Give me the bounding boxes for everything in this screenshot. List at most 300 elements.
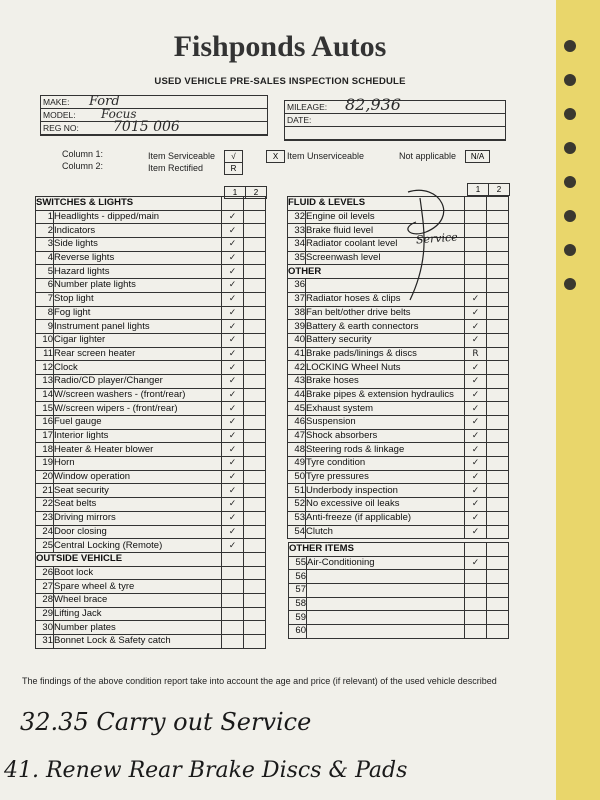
mileage-value: 82,936 [345, 95, 401, 114]
item-number: 36 [288, 279, 306, 293]
checklist-row [288, 470, 509, 484]
checklist-row [288, 388, 509, 402]
checklist-row [36, 251, 266, 265]
item-number: 31 [36, 635, 54, 649]
item-label: Spare wheel & tyre [54, 580, 222, 594]
item-label: Shock absorbers [306, 429, 465, 443]
column-2-mark [487, 556, 509, 570]
item-number: 2 [36, 224, 54, 238]
checklist-row [288, 374, 509, 388]
checklist-row [288, 320, 509, 334]
checklist-row [36, 607, 266, 621]
checklist-row [36, 621, 266, 635]
item-label [307, 584, 465, 598]
column-2-mark [244, 539, 266, 553]
item-number: 21 [36, 484, 54, 498]
date-label: DATE: [287, 115, 312, 125]
column-1-mark [465, 611, 487, 625]
column-1-mark [465, 625, 487, 639]
checklist-row [36, 470, 266, 484]
section-heading: FLUID & LEVELS [288, 197, 465, 211]
item-label: Door closing [54, 525, 222, 539]
item-number: 26 [36, 566, 54, 580]
column-1-mark: ✓ [222, 443, 244, 457]
column-2-mark [244, 484, 266, 498]
item-label: Headlights - dipped/main [54, 210, 222, 224]
item-number: 51 [288, 484, 306, 498]
column-1-mark: ✓ [465, 443, 487, 457]
item-label: Battery security [306, 333, 465, 347]
column-1-mark: ✓ [465, 511, 487, 525]
column-1-mark: ✓ [465, 429, 487, 443]
item-label: Instrument panel lights [54, 320, 222, 334]
item-label [307, 597, 465, 611]
item-number: 12 [36, 361, 54, 375]
reg-label: REG NO: [43, 123, 79, 133]
column-2-mark [487, 443, 509, 457]
item-label: Tyre condition [306, 457, 465, 471]
item-label: Brake pipes & extension hydraulics [306, 388, 465, 402]
checklist-row [288, 402, 509, 416]
item-label: LOCKING Wheel Nuts [306, 361, 465, 375]
column-1-mark: ✓ [465, 498, 487, 512]
checklist-row [36, 593, 266, 607]
model-label: MODEL: [43, 110, 76, 120]
column-2-mark [244, 470, 266, 484]
right-col2-header: 2 [488, 183, 510, 196]
column-2-mark [244, 197, 266, 211]
column-1-mark: ✓ [222, 292, 244, 306]
column-1-mark: ✓ [465, 374, 487, 388]
column-2-mark [244, 224, 266, 238]
item-label: Radio/CD player/Changer [54, 374, 222, 388]
item-number: 60 [289, 625, 307, 639]
column-2-mark [244, 416, 266, 430]
item-label: Exhaust system [306, 402, 465, 416]
item-number: 50 [288, 470, 306, 484]
checklist-row [36, 539, 266, 553]
column-1-mark: ✓ [222, 484, 244, 498]
binder-hole [564, 244, 576, 256]
checklist-row [36, 224, 266, 238]
column-1-mark [222, 552, 244, 566]
column-1-mark: ✓ [465, 457, 487, 471]
column-1-mark: ✓ [222, 402, 244, 416]
checklist-row [36, 484, 266, 498]
column-1-mark: ✓ [465, 402, 487, 416]
item-number: 9 [36, 320, 54, 334]
item-number: 40 [288, 333, 306, 347]
column-2-mark [244, 511, 266, 525]
column-2-mark [244, 580, 266, 594]
column-2-mark [487, 416, 509, 430]
rectified-symbol: R [224, 162, 243, 175]
checklist-row [36, 347, 266, 361]
item-label: Radiator hoses & clips [306, 292, 465, 306]
item-label: Central Locking (Remote) [54, 539, 222, 553]
section-heading: OUTSIDE VEHICLE [36, 552, 222, 566]
column-1-mark [222, 607, 244, 621]
item-label: Horn [54, 457, 222, 471]
column-2-mark [244, 306, 266, 320]
date-row [285, 114, 505, 127]
item-label: Seat belts [54, 498, 222, 512]
column-2-mark [487, 361, 509, 375]
checklist-row [288, 429, 509, 443]
item-label: Battery & earth connectors [306, 320, 465, 334]
item-number: 45 [288, 402, 306, 416]
item-number: 4 [36, 251, 54, 265]
column-1-mark: ✓ [465, 416, 487, 430]
column-1-mark: ✓ [222, 210, 244, 224]
left-col1-header: 1 [224, 186, 246, 199]
column-1-mark [465, 570, 487, 584]
item-number: 8 [36, 306, 54, 320]
column-2-mark [487, 597, 509, 611]
item-number: 47 [288, 429, 306, 443]
legend-col1: Column 1: [62, 149, 104, 159]
checklist-row [288, 498, 509, 512]
checklist-row [289, 556, 509, 570]
column-2-mark [244, 388, 266, 402]
column-1-mark: ✓ [465, 525, 487, 539]
column-2-mark [244, 552, 266, 566]
item-label [307, 570, 465, 584]
column-1-mark [465, 584, 487, 598]
checklist-row [288, 443, 509, 457]
checklist-row [36, 238, 266, 252]
column-2-mark [244, 566, 266, 580]
column-2-mark [244, 457, 266, 471]
item-label: Anti-freeze (if applicable) [306, 511, 465, 525]
column-2-mark [487, 333, 509, 347]
left-checklist-table [35, 196, 266, 649]
binder-hole [564, 108, 576, 120]
column-2-mark [244, 292, 266, 306]
item-number: 42 [288, 361, 306, 375]
ring-binder-divider [556, 0, 600, 800]
column-2-mark [487, 570, 509, 584]
item-number: 3 [36, 238, 54, 252]
item-number: 46 [288, 416, 306, 430]
left-col2-header: 2 [245, 186, 267, 199]
header-blank-cell [487, 543, 509, 557]
item-number: 14 [36, 388, 54, 402]
checklist-row [36, 265, 266, 279]
item-number: 1 [36, 210, 54, 224]
item-number: 55 [289, 556, 307, 570]
column-2-mark [487, 484, 509, 498]
column-2-mark [487, 584, 509, 598]
checklist-row [288, 457, 509, 471]
checklist-row [36, 279, 266, 293]
checklist-row [36, 320, 266, 334]
column-1-mark [222, 635, 244, 649]
na-symbol: N/A [465, 150, 490, 163]
note-line-2: 41. Renew Rear Brake Discs & Pads [4, 758, 408, 783]
column-2-mark [487, 625, 509, 639]
checklist-row [289, 597, 509, 611]
item-number: 23 [36, 511, 54, 525]
item-number: 35 [288, 251, 306, 265]
item-number: 44 [288, 388, 306, 402]
column-1-mark: ✓ [222, 416, 244, 430]
item-number: 37 [288, 292, 306, 306]
column-2-mark [487, 388, 509, 402]
item-number: 24 [36, 525, 54, 539]
binder-hole [564, 142, 576, 154]
item-number: 54 [288, 525, 306, 539]
item-label: Cigar lighter [54, 333, 222, 347]
item-number: 10 [36, 333, 54, 347]
item-number: 57 [289, 584, 307, 598]
item-label: Engine oil levels [306, 210, 465, 224]
column-2-mark [244, 374, 266, 388]
item-number: 16 [36, 416, 54, 430]
item-number: 29 [36, 607, 54, 621]
section-heading-row [36, 552, 266, 566]
unserviceable-symbol: X [266, 150, 285, 163]
checklist-row [36, 388, 266, 402]
column-1-mark: ✓ [465, 470, 487, 484]
column-2-mark [487, 457, 509, 471]
item-label: Steering rods & linkage [306, 443, 465, 457]
item-label: Number plates [54, 621, 222, 635]
item-number: 19 [36, 457, 54, 471]
item-number: 5 [36, 265, 54, 279]
column-1-mark: ✓ [222, 498, 244, 512]
column-2-mark [244, 443, 266, 457]
item-label: Heater & Heater blower [54, 443, 222, 457]
legend-col2: Column 2: [62, 161, 104, 171]
item-number: 33 [288, 224, 306, 238]
column-2-mark [487, 611, 509, 625]
column-1-mark: ✓ [222, 429, 244, 443]
blank-row [285, 127, 505, 140]
column-2-mark [244, 333, 266, 347]
checklist-row [36, 416, 266, 430]
checklist-row [36, 498, 266, 512]
column-1-mark: ✓ [465, 361, 487, 375]
column-1-mark [465, 597, 487, 611]
legend-serviceable: Item Serviceable [148, 151, 216, 161]
column-1-mark: ✓ [465, 484, 487, 498]
checklist-row [288, 511, 509, 525]
column-2-mark [244, 320, 266, 334]
item-number: 59 [289, 611, 307, 625]
header-blank-cell [465, 543, 487, 557]
checklist-row [36, 457, 266, 471]
column-2-mark [487, 402, 509, 416]
item-number: 25 [36, 539, 54, 553]
item-label: W/screen washers - (front/rear) [54, 388, 222, 402]
binder-hole [564, 210, 576, 222]
item-number: 32 [288, 210, 306, 224]
item-label [307, 625, 465, 639]
legend-rectified: Item Rectified [148, 163, 204, 173]
vehicle-info-box [40, 95, 268, 136]
column-1-mark: ✓ [222, 265, 244, 279]
other-items-table [288, 542, 509, 639]
make-value: Ford [89, 94, 120, 109]
item-label: Fog light [54, 306, 222, 320]
column-1-mark: ✓ [222, 279, 244, 293]
section-heading: OTHER [288, 265, 465, 279]
checklist-row [36, 306, 266, 320]
checklist-row [289, 570, 509, 584]
legend-unserviceable: Item Unserviceable [287, 151, 365, 161]
column-1-mark: ✓ [222, 539, 244, 553]
checklist-row [288, 416, 509, 430]
column-2-mark [487, 525, 509, 539]
binder-hole [564, 278, 576, 290]
item-number: 58 [289, 597, 307, 611]
column-1-mark: R [465, 347, 487, 361]
other-items-heading: OTHER ITEMS [289, 543, 465, 557]
legend-not-applicable: Not applicable [399, 151, 457, 161]
checklist-row [288, 347, 509, 361]
item-number: 15 [36, 402, 54, 416]
item-label: Number plate lights [54, 279, 222, 293]
item-label: Driving mirrors [54, 511, 222, 525]
column-1-mark [222, 580, 244, 594]
note-line-1: 32.35 Carry out Service [20, 708, 312, 736]
item-label: Tyre pressures [306, 470, 465, 484]
column-2-mark [244, 361, 266, 375]
column-1-mark: ✓ [222, 374, 244, 388]
item-number: 30 [36, 621, 54, 635]
column-1-mark: ✓ [222, 388, 244, 402]
checklist-row [36, 635, 266, 649]
item-label: Boot lock [54, 566, 222, 580]
column-1-mark: ✓ [222, 457, 244, 471]
checklist-row [36, 429, 266, 443]
binder-hole [564, 40, 576, 52]
item-number: 13 [36, 374, 54, 388]
column-2-mark [244, 429, 266, 443]
column-2-mark [487, 511, 509, 525]
item-number: 22 [36, 498, 54, 512]
column-1-mark [222, 621, 244, 635]
column-1-mark: ✓ [222, 320, 244, 334]
item-label: Brake pads/linings & discs [306, 347, 465, 361]
section-heading-row [36, 197, 266, 211]
column-2-mark [244, 525, 266, 539]
section-heading: SWITCHES & LIGHTS [36, 197, 222, 211]
serviceable-symbol: √ [224, 150, 243, 163]
column-2-mark [487, 306, 509, 320]
column-1-mark: ✓ [465, 333, 487, 347]
checklist-row [36, 511, 266, 525]
column-1-mark: ✓ [222, 224, 244, 238]
item-label: Radiator coolant level [306, 238, 465, 252]
column-1-mark: ✓ [465, 320, 487, 334]
column-2-mark [244, 238, 266, 252]
item-label: Reverse lights [54, 251, 222, 265]
binder-hole [564, 176, 576, 188]
item-label: No excessive oil leaks [306, 498, 465, 512]
checklist-row [36, 443, 266, 457]
item-label: Seat security [54, 484, 222, 498]
item-number: 38 [288, 306, 306, 320]
other-items-heading-row [289, 543, 509, 557]
item-number: 28 [36, 593, 54, 607]
column-2-mark [244, 265, 266, 279]
column-2-mark [487, 347, 509, 361]
checklist-row [289, 625, 509, 639]
column-2-mark [244, 621, 266, 635]
checklist-row [36, 374, 266, 388]
form-title: USED VEHICLE PRE-SALES INSPECTION SCHEDULE [154, 76, 406, 87]
item-label: Suspension [306, 416, 465, 430]
item-number: 18 [36, 443, 54, 457]
item-label: Air-Conditioning [307, 556, 465, 570]
checklist-row [36, 566, 266, 580]
column-1-mark: ✓ [222, 361, 244, 375]
item-label: Brake fluid level [306, 224, 465, 238]
column-1-mark: ✓ [222, 306, 244, 320]
column-2-mark [487, 374, 509, 388]
item-number: 48 [288, 443, 306, 457]
mileage-label: MILEAGE: [287, 102, 328, 112]
column-2-mark [244, 607, 266, 621]
item-number: 27 [36, 580, 54, 594]
column-1-mark: ✓ [465, 388, 487, 402]
item-label: Fuel gauge [54, 416, 222, 430]
column-1-mark: ✓ [222, 511, 244, 525]
item-number: 34 [288, 238, 306, 252]
item-number: 6 [36, 279, 54, 293]
column-1-mark [222, 197, 244, 211]
checklist-row [289, 584, 509, 598]
column-1-mark: ✓ [222, 333, 244, 347]
make-row [41, 96, 267, 109]
binder-hole [564, 74, 576, 86]
column-1-mark: ✓ [222, 470, 244, 484]
column-2-mark [244, 635, 266, 649]
item-label: Fan belt/other drive belts [306, 306, 465, 320]
item-label: Clock [54, 361, 222, 375]
item-label: Underbody inspection [306, 484, 465, 498]
checklist-row [36, 292, 266, 306]
item-number: 20 [36, 470, 54, 484]
model-value: Focus [101, 107, 137, 121]
service-bracket-scribble [380, 188, 490, 308]
item-label: Lifting Jack [54, 607, 222, 621]
make-label: MAKE: [43, 97, 70, 107]
column-2-mark [244, 210, 266, 224]
checklist-row [36, 361, 266, 375]
checklist-row [289, 611, 509, 625]
item-label: Bonnet Lock & Safety catch [54, 635, 222, 649]
column-2-mark [244, 347, 266, 361]
footer-disclaimer: The findings of the above condition report take into account the age and price (if relevant) of the used vehicle described [22, 676, 497, 686]
checklist-row [36, 402, 266, 416]
column-2-mark [244, 279, 266, 293]
column-1-mark: ✓ [222, 251, 244, 265]
checklist-row [36, 580, 266, 594]
column-1-mark [222, 566, 244, 580]
column-1-mark: ✓ [222, 238, 244, 252]
checklist-row [288, 306, 509, 320]
column-1-mark: ✓ [222, 347, 244, 361]
item-label: Window operation [54, 470, 222, 484]
column-2-mark [244, 251, 266, 265]
item-label: Indicators [54, 224, 222, 238]
item-label: Hazard lights [54, 265, 222, 279]
checklist-row [288, 361, 509, 375]
item-number: 17 [36, 429, 54, 443]
